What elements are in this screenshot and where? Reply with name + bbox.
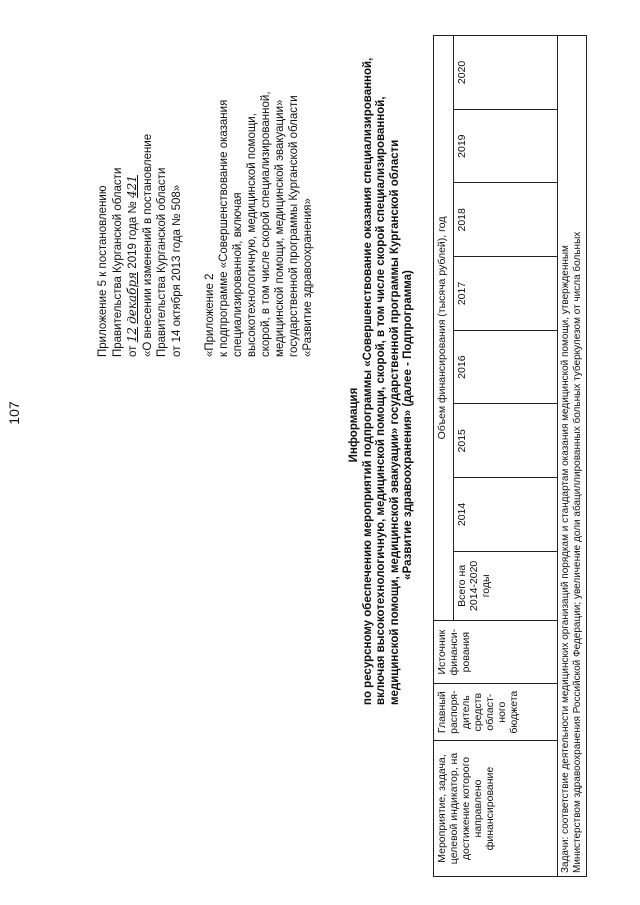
header-manager: Главный распоря-дитель средств област-ного бюджета xyxy=(434,684,558,741)
header-year: 2015 xyxy=(454,404,558,478)
document-heading xyxy=(348,57,416,705)
header-volume: Объем финансирования (тысяча рублей), год xyxy=(434,36,454,621)
tasks-cell xyxy=(558,36,587,877)
appendix-2-line: специализированной, включая xyxy=(232,192,244,357)
header-year: 2018 xyxy=(454,183,558,257)
appendix-2-line: государственной программы Курганской области xyxy=(288,95,300,357)
appendix-2-line: медицинской помощи, медицинской эвакуации» xyxy=(274,99,286,357)
appendix-2-line: к подпрограмме «Совершенствование оказания xyxy=(218,99,230,357)
header-source: Источник финанси-рования xyxy=(434,620,558,683)
handwritten-month: декабря xyxy=(125,271,139,324)
handwritten-day: 12 xyxy=(125,327,139,343)
header-year: 2016 xyxy=(454,330,558,404)
header-year: 2017 xyxy=(454,257,558,331)
appendix-2-line: скорой, в том числе скорой специализированной, xyxy=(260,91,272,357)
heading-line: по ресурсному обеспечению мероприятий подпрограммы «Совершенствование оказания специализированной, xyxy=(361,57,374,705)
appendix-2-block xyxy=(203,17,315,357)
appendix-2-line: «Развитие здравоохранения» xyxy=(302,198,314,357)
heading-line: «Развитие здравоохранения» (далее - Подпрограмма) xyxy=(402,270,414,580)
tasks-line: Министерством здравоохранения Российской Федерации; увеличение доли абациллированных больных туберкулезом от числа больных xyxy=(572,231,583,873)
appendix-2-line: высокотехнологичную, медицинской помощи, xyxy=(246,113,258,357)
heading-line: включая высокотехнологичную, медицинской помощи, скорой, в том числе скорой специализированной, xyxy=(375,96,387,705)
header-year: 2020 xyxy=(454,36,558,110)
header-year: 2019 xyxy=(454,109,558,183)
table-row xyxy=(558,36,587,877)
header-total: Всего на 2014-2020 годы xyxy=(454,551,558,620)
appendix-2-line: «Приложение 2 xyxy=(204,273,216,357)
appendix-5-block xyxy=(96,17,184,357)
date-prefix: от xyxy=(127,345,139,357)
appendix-5-line: от 14 октября 2013 года № 508» xyxy=(170,184,183,357)
date-year: 2019 года № xyxy=(127,201,139,269)
table-header-row xyxy=(434,36,454,877)
page-number: 107 xyxy=(6,401,22,425)
header-activity: Мероприятие, задача, целевой индикатор, на достижение которого направлено финансирование xyxy=(434,741,558,877)
heading-title: Информация xyxy=(348,387,360,463)
heading-line: медицинской помощи, медицинской эвакуации» государственной программы Курганской области xyxy=(388,139,401,705)
handwritten-number: 421 xyxy=(125,175,139,198)
appendix-5-date-line xyxy=(125,17,141,357)
tasks-line: Задачи: соответствие деятельности медицинских организаций порядкам и стандартам оказания медицинской помощи, утвержденным xyxy=(560,245,571,873)
appendix-5-line: Приложение 5 к постановлению xyxy=(97,185,109,357)
appendix-5-line: Правительства Курганской области xyxy=(111,167,124,357)
funding-table xyxy=(433,35,587,877)
appendix-5-line: Правительства Курганской области xyxy=(156,167,168,357)
header-year: 2014 xyxy=(454,478,558,552)
appendix-5-line: «О внесении изменений в постановление xyxy=(141,133,154,357)
